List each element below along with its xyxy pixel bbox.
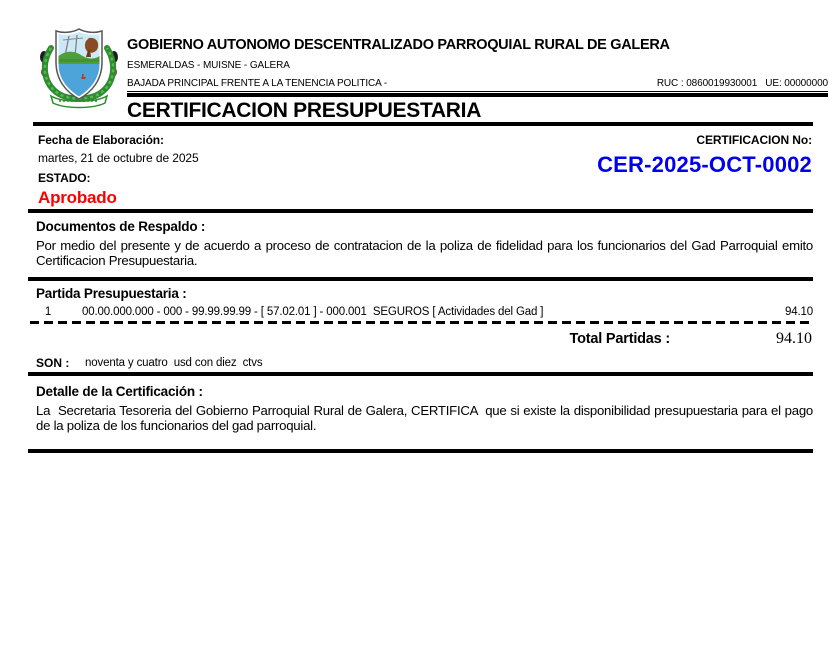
documentos-body: Por medio del presente y de acuerdo a proceso de contratacion de la poliza de fidelidad para los funcionarios del Gad Parroquial emito Certificacion Presupuestaria. <box>36 238 817 268</box>
son-label: SON : <box>36 356 70 370</box>
address-row <box>127 78 828 92</box>
estado-label: ESTADO: <box>38 171 91 185</box>
section-divider <box>28 372 813 376</box>
partida-row-amount: 94.10 <box>784 306 813 318</box>
certification-number-label: CERTIFICACION No: <box>696 133 812 147</box>
org-ruc: RUC : 0860019930001 UE: 00000000 <box>656 78 828 89</box>
header-divider <box>127 93 828 97</box>
org-name: GOBIERNO AUTONOMO DESCENTRALIZADO PARROQUIAL RURAL DE GALERA <box>127 37 670 53</box>
son-amount-words: noventa y cuatro usd con diez ctvs <box>85 357 263 369</box>
section-divider <box>28 277 813 281</box>
partida-heading: Partida Presupuestaria : <box>36 286 187 301</box>
bottom-divider <box>28 449 813 453</box>
certification-number: CER-2025-OCT-0002 <box>597 152 812 177</box>
detalle-heading: Detalle de la Certificación : <box>36 384 203 399</box>
partida-row-number: 1 <box>44 306 52 318</box>
coat-of-arms-icon <box>39 26 119 110</box>
section-divider <box>28 209 813 213</box>
total-partidas-label: Total Partidas : <box>569 331 670 347</box>
documentos-heading: Documentos de Respaldo : <box>36 219 206 234</box>
detalle-body: La Secretaria Tesoreria del Gobierno Parroquial Rural de Galera, CERTIFICA que si existe la disponibilidad presupuestaria para el pago de la poliza de los funcionarios del gad parroquial. <box>36 403 817 433</box>
total-partidas-value: 94.10 <box>776 330 812 347</box>
dashed-divider <box>30 321 811 324</box>
org-address: BAJADA PRINCIPAL FRENTE A LA TENENCIA POLITICA - <box>127 78 388 89</box>
partida-row-code: 00.00.000.000 - 000 - 99.99.99.99 - [ 57.02.01 ] - 000.001 SEGUROS [ Actividades del Gad ] <box>82 306 544 318</box>
partida-table-row <box>36 306 813 318</box>
page-title: CERTIFICACION PRESUPUESTARIA <box>127 99 482 122</box>
estado-value: Aprobado <box>38 188 117 207</box>
org-location: ESMERALDAS - MUISNE - GALERA <box>127 60 290 71</box>
title-divider <box>33 122 813 126</box>
fecha-value: martes, 21 de octubre de 2025 <box>38 151 199 165</box>
fecha-label: Fecha de Elaboración: <box>38 133 164 147</box>
header <box>127 37 828 97</box>
